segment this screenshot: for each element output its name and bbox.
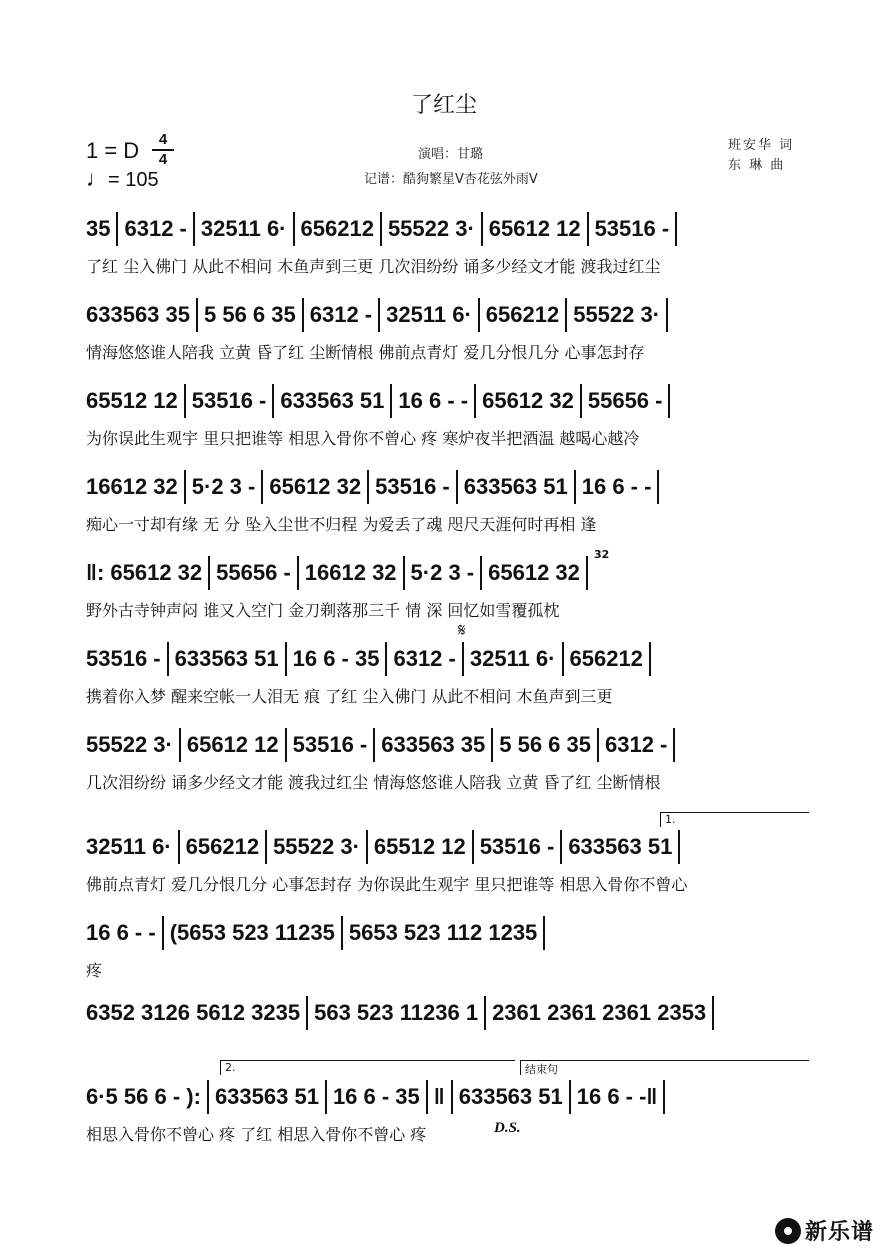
bar-line (297, 556, 299, 590)
segno-icon: 𝄋 (458, 620, 466, 641)
measure: 53516 - (375, 474, 450, 499)
bar-line (472, 830, 474, 864)
notation-row (86, 556, 808, 590)
song-title: 了红尘 (410, 93, 477, 118)
measure: 65612 32 (269, 474, 362, 499)
notation-row (86, 642, 808, 676)
grace-notes: 32 (594, 548, 610, 561)
measure: 16 6 - - (581, 474, 652, 499)
transcriber-credit: 记谱：酷狗繁星V杏花弦外雨V (364, 172, 538, 187)
measure: 16612 32 (304, 560, 397, 585)
measure: 55522 3· (573, 302, 661, 327)
measure: 6·5 56 6 - ): (86, 1084, 201, 1109)
composer-credit: 东 琳 曲 (728, 158, 786, 173)
notation-row (86, 212, 808, 246)
measure: 16 6 - - (86, 920, 156, 945)
measure: 55656 - (587, 388, 663, 413)
measure: 32511 6· (200, 216, 287, 241)
measure: 53516 - (594, 216, 670, 241)
measure: (5653 523 11235 (169, 920, 335, 945)
notation-row (86, 996, 808, 1030)
lyrics-row: 情海悠悠谁人陪我 立黄 昏了红 尘断情根 佛前点青灯 爱几分恨几分 心事怎封存 (86, 343, 645, 362)
lyrics-row: 几次泪纷纷 诵多少经文才能 渡我过红尘 情海悠悠谁人陪我 立黄 昏了红 尘断情根 (86, 773, 661, 792)
measure: 656212 (485, 302, 560, 327)
measure: 55522 3· (273, 834, 360, 859)
dal-segno: D.S. (494, 1120, 521, 1136)
record-icon (775, 1218, 801, 1244)
lyrics-row: 痴心一寸却有缘 无 分 坠入尘世不归程 为爱丢了魂 咫尺天涯何时再相 逢 (86, 515, 597, 534)
bar-line (373, 728, 375, 762)
notation-row (86, 298, 808, 332)
bar-line (390, 384, 392, 418)
bar-line (193, 212, 195, 246)
bar-line (587, 212, 589, 246)
measure: 5653 523 112 1235 (348, 920, 538, 945)
bar-line (293, 212, 295, 246)
measure: 656212 (300, 216, 374, 241)
lyrics-row: 了红 尘入佛门 从此不相问 木鱼声到三更 几次泪纷纷 诵多少经文才能 渡我过红尘 (86, 257, 661, 276)
bar-line (456, 470, 458, 504)
notation-row (86, 1080, 808, 1114)
measure: 563 523 11236 1 (314, 1000, 479, 1025)
measure: 55522 3· (86, 732, 173, 757)
measure: 5·2 3 - (191, 474, 256, 499)
measure: 65612 12 (186, 732, 279, 757)
measure: 65612 12 (488, 216, 581, 241)
bar-line (207, 1080, 209, 1114)
bar-line (426, 1080, 428, 1114)
measure: 656212 (185, 834, 260, 859)
bar-line (649, 642, 651, 676)
bar-line (668, 384, 670, 418)
bar-line (285, 642, 287, 676)
tempo-marking (86, 166, 159, 192)
measure: 53516 - (292, 732, 368, 757)
bar-line (569, 1080, 571, 1114)
lyricist-credit: 班安华 词 (728, 138, 795, 153)
measure: ‖ (433, 1084, 445, 1109)
bar-line (474, 384, 476, 418)
notation-row (86, 384, 808, 418)
bar-line (574, 470, 576, 504)
measure: 16 6 - 35 (332, 1084, 420, 1109)
bar-line (586, 556, 588, 590)
bar-line (178, 830, 180, 864)
measure: ‖: 65612 32 (86, 560, 203, 585)
measure: 16 6 - -‖ (576, 1084, 658, 1109)
logo-text: 新乐谱 (804, 1220, 874, 1245)
bar-line (285, 728, 287, 762)
bar-line (663, 1080, 665, 1114)
time-signature (152, 132, 174, 168)
bar-line (675, 212, 677, 246)
bar-line (341, 916, 343, 950)
bar-line (367, 470, 369, 504)
notation-row (86, 728, 808, 762)
bar-line (272, 384, 274, 418)
measure: 5·2 3 - (410, 560, 475, 585)
bar-line (261, 470, 263, 504)
bar-line (378, 298, 380, 332)
site-logo[interactable] (775, 1215, 874, 1246)
volta-1: 1. (660, 812, 809, 827)
bar-line (491, 728, 493, 762)
bar-line (208, 556, 210, 590)
bar-line (678, 830, 680, 864)
measure: 65512 12 (86, 388, 178, 413)
bar-line (116, 212, 118, 246)
measure: 35 (86, 216, 111, 241)
measure: 633563 51 (463, 474, 568, 499)
measure: 65612 32 (482, 388, 574, 413)
lyrics-row: 相思入骨你不曾心 疼 了红 相思入骨你不曾心 疼 (86, 1125, 427, 1144)
ending-bracket: 结束句 (520, 1060, 809, 1075)
lyrics-row: 佛前点青灯 爱几分恨几分 心事怎封存 为你误此生观宇 里只把谁等 相思入骨你不曾心 (86, 875, 688, 894)
bar-line (265, 830, 267, 864)
measure: 32511 6· (386, 302, 472, 327)
measure: 6312 - (393, 646, 456, 671)
bar-line (712, 996, 714, 1030)
bar-line (580, 384, 582, 418)
measure: 5 56 6 35 (204, 302, 296, 327)
bar-line (302, 298, 304, 332)
bar-line (543, 916, 545, 950)
measure: 65612 32 (488, 560, 580, 585)
bar-line (560, 830, 562, 864)
bar-line (366, 830, 368, 864)
measure: 55522 3· (387, 216, 475, 241)
bar-line (451, 1080, 453, 1114)
notation-row (86, 830, 808, 864)
measure: 633563 35 (86, 302, 190, 327)
bar-line (403, 556, 405, 590)
measure: 5 56 6 35 (499, 732, 591, 757)
bar-line (167, 642, 169, 676)
bar-line (480, 556, 482, 590)
measure: 633563 51 (458, 1084, 563, 1109)
bar-line (673, 728, 675, 762)
bar-line (657, 470, 659, 504)
bar-line (184, 384, 186, 418)
quarter-note-icon: ♩ (86, 166, 108, 191)
lyrics-row: 野外古寺钟声闷 谁又入空门 金刀剃落那三千 情 深 回忆如雪覆孤枕 (86, 601, 560, 620)
measure: 32511 6· (469, 646, 556, 671)
bar-line (325, 1080, 327, 1114)
time-signature-top: 4 (158, 131, 168, 148)
time-signature-bottom: 4 (158, 151, 168, 168)
measure: 55656 - (216, 560, 291, 585)
bar-line (306, 996, 308, 1030)
tempo-value: = 105 (108, 169, 159, 191)
measure: 16 6 - - (398, 388, 469, 413)
measure: 633563 51 (280, 388, 385, 413)
bar-line (184, 470, 186, 504)
measure: 16612 32 (86, 474, 178, 499)
measure: 6312 - (605, 732, 668, 757)
lyrics-row: 携着你入梦 醒来空帐一人泪无 痕 了红 尘入佛门 从此不相问 木鱼声到三更 (86, 687, 613, 706)
bar-line (481, 212, 483, 246)
bar-line (562, 642, 564, 676)
measure: 65512 12 (373, 834, 466, 859)
measure: 53516 - (191, 388, 267, 413)
bar-line (597, 728, 599, 762)
volta-2: 2. (220, 1060, 515, 1075)
measure: 2361 2361 2361 2353 (492, 1000, 707, 1025)
lyrics-row (86, 1038, 808, 1062)
bar-line (385, 642, 387, 676)
bar-line (666, 298, 668, 332)
measure: 6352 3126 5612 3235 (86, 1000, 301, 1025)
notation-row (86, 916, 808, 950)
measure: 16 6 - 35 (292, 646, 380, 671)
bar-line (162, 916, 164, 950)
measure: 633563 51 (568, 834, 673, 859)
lyrics-row: 为你误此生观宇 里只把谁等 相思入骨你不曾心 疼 寒炉夜半把酒温 越喝心越冷 (86, 429, 640, 448)
measure: 656212 (569, 646, 643, 671)
lyrics-row: 疼 (86, 961, 103, 980)
measure: 633563 51 (214, 1084, 319, 1109)
notation-row (86, 470, 808, 504)
bar-line (565, 298, 567, 332)
measure: 53516 - (479, 834, 555, 859)
measure: 633563 35 (381, 732, 486, 757)
measure: 6312 - (124, 216, 187, 241)
bar-line (478, 298, 480, 332)
measure: 53516 - (86, 646, 161, 671)
bar-line (462, 642, 464, 676)
measure: 633563 51 (174, 646, 279, 671)
singer-credit: 演唱：甘璐 (418, 147, 484, 162)
bar-line (380, 212, 382, 246)
measure: 32511 6· (86, 834, 172, 859)
bar-line (179, 728, 181, 762)
measure: 6312 - (309, 302, 373, 327)
bar-line (484, 996, 486, 1030)
key-signature: 1 = D (86, 138, 140, 163)
bar-line (196, 298, 198, 332)
